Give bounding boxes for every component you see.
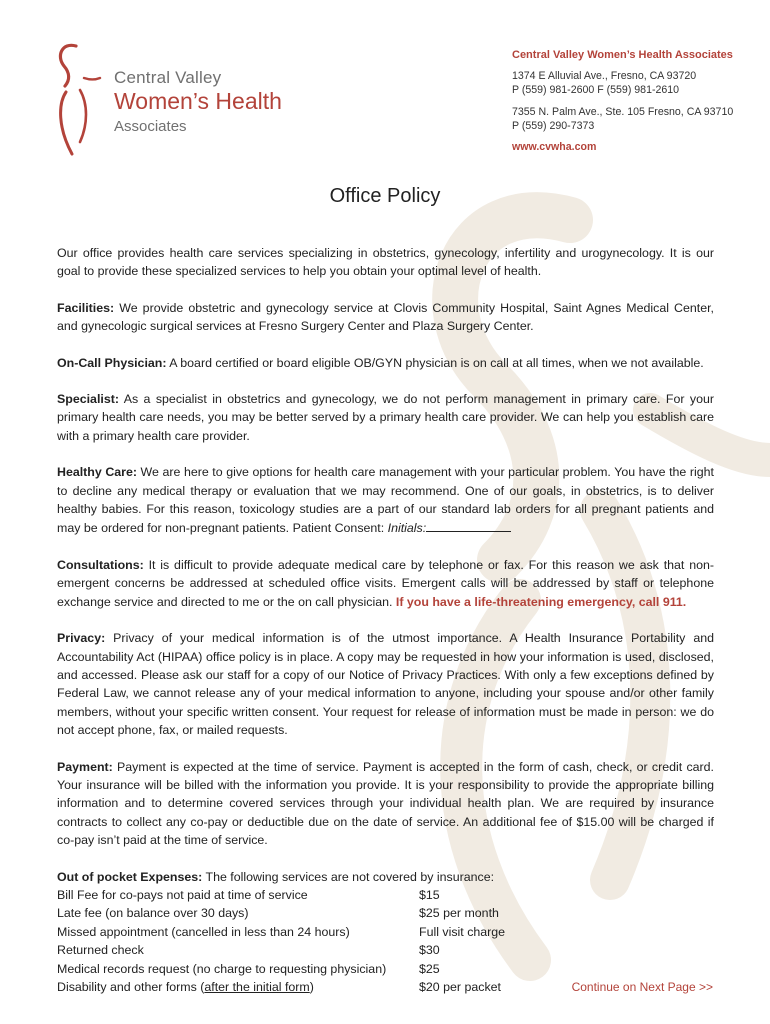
fee-item-prefix: Disability and other forms ( xyxy=(57,980,205,994)
fee-amount: Full visit charge xyxy=(419,924,506,939)
payment-heading: Payment: xyxy=(57,759,113,774)
oop-paragraph xyxy=(57,868,714,886)
consultations-paragraph xyxy=(57,556,714,611)
brand-logo xyxy=(50,38,340,162)
fee-amount: $30 xyxy=(419,943,440,958)
payment-paragraph xyxy=(57,758,714,850)
fee-row xyxy=(57,904,714,922)
healthy-care-paragraph xyxy=(57,463,714,538)
privacy-heading: Privacy: xyxy=(57,631,106,646)
facilities-heading: Facilities: xyxy=(57,300,115,315)
contact-block xyxy=(512,48,733,154)
initials-field[interactable] xyxy=(426,518,511,532)
fee-item-disability xyxy=(57,978,419,996)
page-title: Office Policy xyxy=(329,185,441,207)
logo-text-womens-health: Women’s Health xyxy=(114,88,282,114)
oncall-text: A board certified or board eligible OB/GYN physician is on call at all times, when we not available. xyxy=(166,355,704,370)
fee-list xyxy=(57,886,714,996)
healthy-care-heading: Healthy Care: xyxy=(57,465,137,480)
fee-item: Medical records request (no charge to requesting physician) xyxy=(57,961,387,976)
address-palm: 7355 N. Palm Ave., Ste. 105 Fresno, CA 93710 xyxy=(512,105,734,118)
fee-amount: $25 per month xyxy=(419,906,499,921)
payment-text: Payment is expected at the time of service. Payment is accepted in the form of cash, check, or credit card. Your insurance will be billed with the information you provide. It is your responsibility to provide the appropriate billing information and to determine covered services through your individual health plan. We are required by insurance contracts to collect any co-pay or deductible due on the date of service. An additional fee of $15.00 will be charged if co-pay isn’t paid at the time of service. xyxy=(57,759,714,848)
fee-item-suffix: ) xyxy=(309,980,314,994)
fee-amount: $15 xyxy=(419,887,440,902)
address-fresno: 1374 E Alluvial Ave., Fresno, CA 93720 xyxy=(512,69,697,82)
phone-palm: P (559) 290-7373 xyxy=(512,120,595,132)
fee-item: Missed appointment (cancelled in less than 24 hours) xyxy=(57,924,350,939)
intro-paragraph: Our office provides health care services specializing in obstetrics, gynecology, infertility and urogynecology. It is our goal to provide these specialized services to help you obtain your optimal level of health. xyxy=(57,246,714,279)
specialist-paragraph xyxy=(57,390,714,445)
website-link[interactable]: www.cvwha.com xyxy=(512,140,597,153)
consultations-heading: Consultations: xyxy=(57,557,144,572)
emergency-notice: If you have a life-threatening emergency, call 911. xyxy=(395,594,687,609)
oop-heading: Out of pocket Expenses: xyxy=(57,869,203,884)
specialist-heading: Specialist: xyxy=(57,392,119,407)
oncall-paragraph xyxy=(57,354,714,372)
logo-text-central-valley: Central Valley xyxy=(114,68,222,87)
consultations-text: It is difficult to provide adequate medical care by telephone or fax. For this reason we ask that non-emergent concerns be addressed at scheduled office visits. Emergent calls will be addressed by staff or telephone exchange service and directed to me or the on call physician. xyxy=(57,557,714,609)
fee-item: Late fee (on balance over 30 days) xyxy=(57,906,249,921)
initials-label: Initials: xyxy=(387,521,427,536)
fee-item-underlined: after the initial form xyxy=(204,980,310,994)
privacy-text: Privacy of your medical information is of the utmost importance. A Health Insurance Portability and Accountability Act (HIPAA) office policy is in place. A copy may be requested in how your information is used, disclosed, and accessed. Please ask our staff for a copy of our Notice of Privacy Practices. With only a few exceptions defined by Federal Law, we cannot release any of your medical information to anyone, including your spouse and/or other family members, without your specific written consent. Your request for release of information must be made in person: we do not accept phone, fax, or mailed requests. xyxy=(57,631,714,738)
fee-row xyxy=(57,941,714,959)
fee-row xyxy=(57,978,714,996)
oncall-heading: On-Call Physician: xyxy=(57,355,167,370)
continue-next-page: Continue on Next Page >> xyxy=(571,980,713,994)
oop-text: The following services are not covered by insurance: xyxy=(202,869,495,884)
fee-item: Returned check xyxy=(57,943,144,958)
fee-amount: $25 xyxy=(419,961,440,976)
fee-amount: $20 per packet xyxy=(419,980,501,994)
specialist-text: As a specialist in obstetrics and gynecology, we do not perform management in primary care. For your primary health care needs, you may be better served by a primary health care provider. We can help you establish care with a primary health care provider. xyxy=(57,392,714,443)
fee-item: Bill Fee for co-pays not paid at time of service xyxy=(57,887,308,902)
facilities-text: We provide obstetric and gynecology service at Clovis Community Hospital, Saint Agnes Medical Center, and gynecologic surgical services at Fresno Surgery Center and Plaza Surgery Center. xyxy=(57,300,714,334)
fee-row xyxy=(57,886,714,904)
phone-fresno: P (559) 981-2600 F (559) 981-2610 xyxy=(512,84,680,96)
policy-body xyxy=(57,244,714,996)
privacy-paragraph xyxy=(57,629,714,739)
healthy-care-text: We are here to give options for health care management with your particular problem. You have the right to decline any medical therapy or evaluation that we may recommend. One of our goals, in obstetrics, is to deliver healthy babies. For this reason, toxicology studies are a part of our standard lab orders for all pregnant patients and may be ordered for non-pregnant patients. Patient Consent: xyxy=(57,465,714,536)
logo-mark-icon xyxy=(50,38,110,162)
facilities-paragraph xyxy=(57,299,714,336)
org-name: Central Valley Women’s Health Associates xyxy=(512,49,733,61)
logo-text-associates: Associates xyxy=(114,118,187,135)
fee-row xyxy=(57,923,714,941)
fee-row xyxy=(57,960,714,978)
